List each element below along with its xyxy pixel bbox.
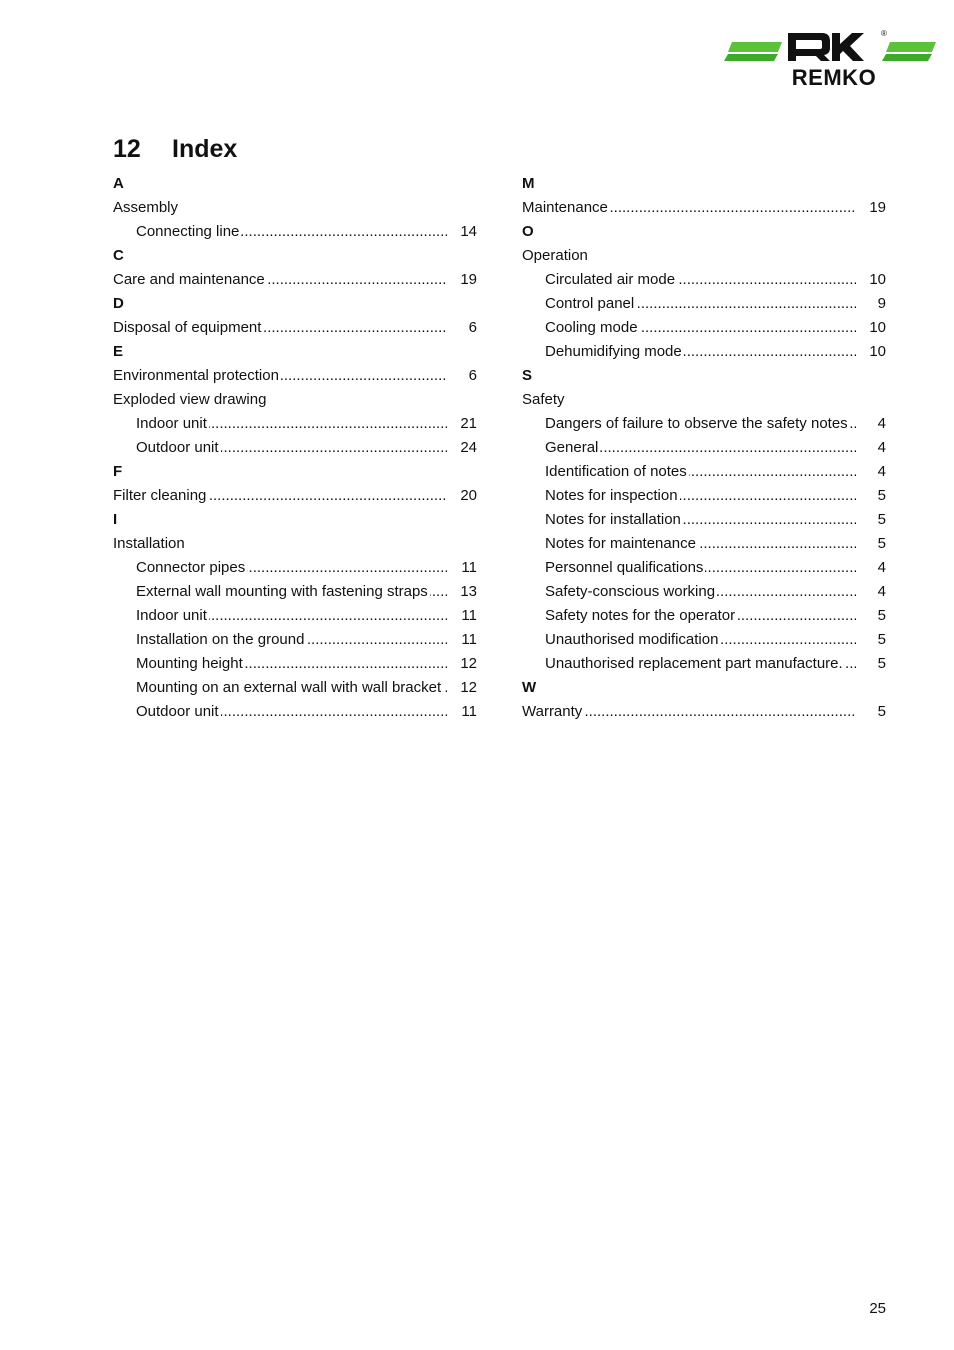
index-entry-label: Environmental protection (113, 367, 279, 384)
index-entry[interactable] (522, 436, 886, 460)
index-entry-text-wrap (113, 271, 447, 289)
index-entry-page: 4 (856, 415, 886, 433)
index-entry-text-wrap (136, 583, 447, 601)
index-entry-label: Notes for inspection (545, 487, 678, 504)
index-entry-label: Outdoor unit (136, 703, 219, 720)
index-entry-text-wrap (545, 415, 856, 433)
index-entry-label: Safety notes for the operator (545, 607, 736, 624)
index-entry-label: Identification of notes (545, 463, 687, 480)
index-entry[interactable] (113, 268, 477, 292)
index-entry-page: 9 (856, 295, 886, 313)
brand-name: REMKO (791, 65, 877, 90)
index-entry-page: 5 (856, 703, 886, 721)
index-entry-page: 5 (856, 607, 886, 625)
index-entry-page: 5 (856, 631, 886, 649)
index-letter-heading: A (113, 175, 124, 192)
index-entry-label: Installation on the ground (136, 631, 305, 648)
index-entry-page: 19 (856, 199, 886, 217)
index-entry-text-wrap (545, 535, 856, 553)
index-entry-text-wrap (545, 487, 856, 505)
index-entry-label: Mounting on an external wall with wall bracket (136, 679, 442, 696)
index-entry-label: Safety-conscious working (545, 583, 716, 600)
index-entry-label: Control panel (545, 295, 635, 312)
index-entry-page: 11 (447, 607, 477, 625)
index-entry-label: Cooling mode (545, 319, 638, 336)
index-entry-label: Notes for installation (545, 511, 681, 528)
chapter-title: Index (172, 135, 238, 163)
index-entry[interactable] (113, 412, 477, 436)
index-entry-text-wrap (136, 679, 447, 697)
index-entry-page: 6 (447, 367, 477, 385)
index-entry-text-wrap (545, 583, 856, 601)
index-group-heading: Exploded view drawing (113, 391, 267, 408)
index-group-heading: Safety (522, 391, 565, 408)
index-entry-text-wrap (136, 439, 447, 457)
index-entry[interactable] (522, 700, 886, 724)
index-entry-text-wrap (136, 631, 447, 649)
index-entry[interactable] (522, 652, 886, 676)
index-entry[interactable] (522, 268, 886, 292)
index-entry-text-wrap (545, 295, 856, 313)
index-entry[interactable] (113, 436, 477, 460)
index-entry-text-wrap (136, 607, 447, 625)
index-letter-heading: E (113, 343, 124, 360)
index-entry-label: Maintenance (522, 199, 608, 216)
index-entry-page: 14 (447, 223, 477, 241)
index-entry-text-wrap (545, 439, 856, 457)
index-entry-text-wrap (136, 415, 447, 433)
index-entry-label: External wall mounting with fastening straps (136, 583, 428, 600)
index-entry-page: 10 (856, 319, 886, 337)
index-entry-page: 19 (447, 271, 477, 289)
index-entry[interactable] (113, 556, 477, 580)
index-entry-page: 4 (856, 559, 886, 577)
index-entry-text-wrap (545, 631, 856, 649)
index-entry[interactable] (113, 628, 477, 652)
index-entry-label: Unauthorised modification (545, 631, 719, 648)
index-entry-page: 11 (447, 631, 477, 649)
index-letter-heading: O (522, 223, 534, 240)
index-entry[interactable] (522, 508, 886, 532)
index-entry-label: Circulated air mode (545, 271, 676, 288)
index-entry-text-wrap (522, 199, 856, 217)
index-entry[interactable] (522, 628, 886, 652)
index-entry[interactable] (522, 484, 886, 508)
index-letter-heading: I (113, 511, 118, 528)
remko-logo (724, 30, 938, 94)
index-entry-label: Connecting line (136, 223, 240, 240)
index-entry[interactable] (522, 292, 886, 316)
index-letter-heading: F (113, 463, 123, 480)
index-group-heading: Assembly (113, 199, 179, 216)
index-entry-label: Dangers of failure to observe the safety notes (545, 415, 848, 432)
index-entry-page: 4 (856, 583, 886, 601)
index-entry-label: Personnel qualifications (545, 559, 704, 576)
chapter-number: 12 (113, 135, 141, 163)
page-title (113, 134, 237, 164)
index-entry-label: Indoor unit (136, 415, 207, 432)
index-entry-text-wrap (136, 655, 447, 673)
index-entry-label: Notes for maintenance (545, 535, 696, 552)
index-entry[interactable] (522, 580, 886, 604)
index-entry-label: General (545, 439, 599, 456)
index-entry[interactable] (113, 364, 477, 388)
index-entry[interactable] (113, 604, 477, 628)
index-group-heading: Installation (113, 535, 185, 552)
index-entry[interactable] (113, 484, 477, 508)
index-entry[interactable] (113, 676, 477, 700)
index-entry[interactable] (522, 412, 886, 436)
index-entry-text-wrap (545, 559, 856, 577)
index-column-left (113, 172, 477, 724)
index-entry[interactable] (113, 580, 477, 604)
page-number: 25 (869, 1300, 886, 1317)
registered-mark: ® (881, 29, 887, 38)
index-entry-page: 4 (856, 463, 886, 481)
index-entry-label: Filter cleaning (113, 487, 207, 504)
index-entry-page: 5 (856, 655, 886, 673)
index-entry-label: Warranty (522, 703, 583, 720)
index-entry[interactable] (522, 460, 886, 484)
index-entry-label: Disposal of equipment (113, 319, 262, 336)
index-entry-page: 12 (447, 679, 477, 697)
index-entry-text-wrap (136, 703, 447, 721)
index-entry-text-wrap (113, 487, 447, 505)
index-entry[interactable] (522, 556, 886, 580)
index-entry-text-wrap (545, 655, 856, 673)
index-entry-page: 24 (447, 439, 477, 457)
index-entry-label: Mounting height (136, 655, 243, 672)
index-letter-heading: S (522, 367, 533, 384)
index-entry[interactable] (113, 220, 477, 244)
index-entry-page: 5 (856, 511, 886, 529)
index-entry-label: Care and maintenance (113, 271, 265, 288)
index-entry-text-wrap (545, 511, 856, 529)
index-letter-heading: C (113, 247, 124, 264)
index-entry-page: 5 (856, 535, 886, 553)
index-entry-page: 4 (856, 439, 886, 457)
index-entry[interactable] (113, 700, 477, 724)
index-entry-page: 20 (447, 487, 477, 505)
index-entry-label: Connector pipes (136, 559, 246, 576)
index-entry[interactable] (522, 340, 886, 364)
index-entry[interactable] (522, 532, 886, 556)
index-entry-label: Unauthorised replacement part manufacture. (545, 655, 843, 672)
index-entry-text-wrap (136, 559, 447, 577)
index-entry[interactable] (522, 316, 886, 340)
index-entry-text-wrap (113, 367, 447, 385)
index-entry-page: 12 (447, 655, 477, 673)
index-letter-heading: M (522, 175, 535, 192)
index-entry-page: 6 (447, 319, 477, 337)
index-entry[interactable] (113, 652, 477, 676)
index-entry-page: 13 (447, 583, 477, 601)
index-entry-page: 11 (447, 703, 477, 721)
index-entry-text-wrap (545, 343, 856, 361)
index-entry-text-wrap (545, 271, 856, 289)
index-entry-page: 21 (447, 415, 477, 433)
index-entry-page: 5 (856, 487, 886, 505)
index-entry-label: Outdoor unit (136, 439, 219, 456)
index-entry[interactable] (522, 196, 886, 220)
index-entry-text-wrap (545, 463, 856, 481)
index-group-heading: Operation (522, 247, 588, 264)
index-entry-text-wrap (545, 607, 856, 625)
index-entry-text-wrap (113, 319, 447, 337)
index-entry[interactable] (522, 604, 886, 628)
index-entry-label: Indoor unit (136, 607, 207, 624)
index-entry-text-wrap (545, 319, 856, 337)
index-entry-text-wrap (522, 703, 856, 721)
index-entry[interactable] (113, 316, 477, 340)
index-entry-page: 10 (856, 271, 886, 289)
index-letter-heading: W (522, 679, 537, 696)
index-entry-text-wrap (136, 223, 447, 241)
index-entry-label: Dehumidifying mode (545, 343, 682, 360)
index-entry-page: 10 (856, 343, 886, 361)
index-letter-heading: D (113, 295, 124, 312)
index-column-right (522, 172, 886, 724)
index-entry-page: 11 (447, 559, 477, 577)
